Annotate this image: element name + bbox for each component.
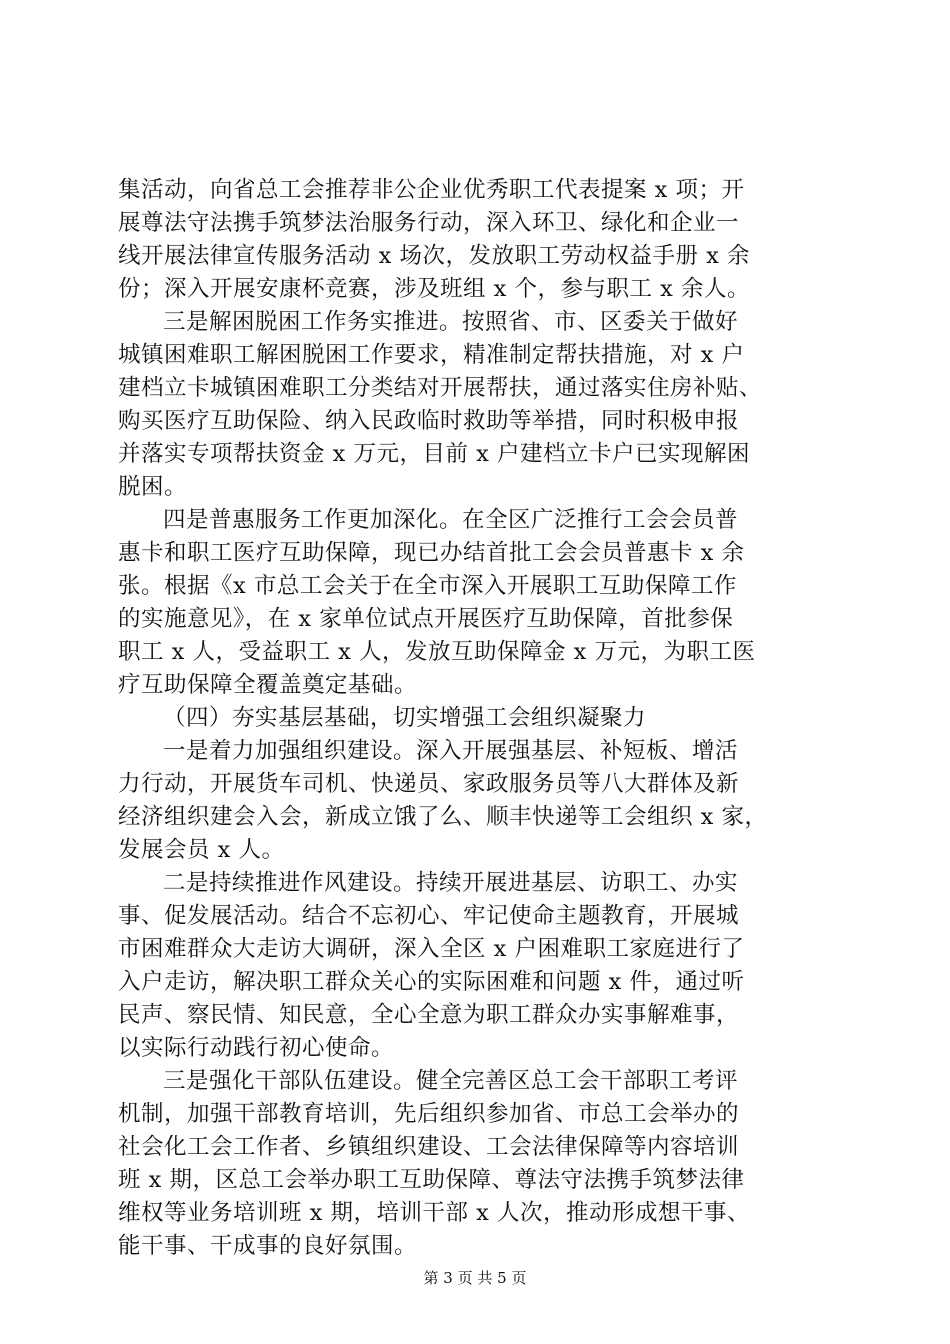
text-line: 一是着力加强组织建设。深入开展强基层、补短板、增活 xyxy=(163,738,739,764)
text-line: 线开展法律宣传服务活动 x 场次，发放职工劳动权益手册 x 余 xyxy=(118,243,750,269)
text-line: 疗互助保障全覆盖奠定基础。 xyxy=(118,672,418,698)
text-line: 份；深入开展安康杯竞赛，涉及班组 x 个，参与职工 x 余人。 xyxy=(118,276,750,302)
text-line: 张。根据《x 市总工会关于在全市深入开展职工互助保障工作 xyxy=(118,573,737,599)
text-line: 惠卡和职工医疗互助保障，现已办结首批工会会员普惠卡 x 余 xyxy=(118,540,745,566)
text-line: 四是普惠服务工作更加深化。在全区广泛推行工会会员普 xyxy=(163,507,739,533)
text-line: 机制，加强干部教育培训，先后组织参加省、市总工会举办的 xyxy=(118,1101,740,1127)
text-line: 发展会员 x 人。 xyxy=(118,837,285,863)
text-line: 班 x 期，区总工会举办职工互助保障、尊法守法携手筑梦法律 xyxy=(118,1167,745,1193)
text-line: 二是持续推进作风建设。持续开展进基层、访职工、办实 xyxy=(163,870,739,896)
text-line: 并落实专项帮扶资金 x 万元，目前 x 户建档立卡户已实现解困 xyxy=(118,441,750,467)
text-line: 三是解困脱困工作务实推进。按照省、市、区委关于做好 xyxy=(163,309,739,335)
body-text xyxy=(118,174,838,1263)
text-line: 城镇困难职工解困脱困工作要求，精准制定帮扶措施，对 x 户 xyxy=(118,342,745,368)
text-line: 建档立卡城镇困难职工分类结对开展帮扶，通过落实住房补贴、 xyxy=(118,375,763,401)
page-footer: 第 3 页 共 5 页 xyxy=(423,1269,527,1287)
text-line: 维权等业务培训班 x 期，培训干部 x 人次，推动形成想干事、 xyxy=(118,1200,750,1226)
text-line: 经济组织建会入会，新成立饿了么、顺丰快递等工会组织 x 家， xyxy=(118,804,768,830)
text-line: 力行动，开展货车司机、快递员、家政服务员等八大群体及新 xyxy=(118,771,740,797)
text-line: 脱困。 xyxy=(118,474,188,500)
text-line: 以实际行动践行初心使命。 xyxy=(118,1035,395,1061)
text-line: 市困难群众大走访大调研，深入全区 x 户困难职工家庭进行了 xyxy=(118,936,745,962)
text-line: （四）夯实基层基础，切实增强工会组织凝聚力 xyxy=(163,705,647,731)
text-line: 民声、察民情、知民意，全心全意为职工群众办实事解难事， xyxy=(118,1002,740,1028)
text-line: 事、促发展活动。结合不忘初心、牢记使命主题教育，开展城 xyxy=(118,903,740,929)
text-line: 展尊法守法携手筑梦法治服务行动，深入环卫、绿化和企业一 xyxy=(118,210,740,236)
text-line: 购买医疗互助保险、纳入民政临时救助等举措，同时积极申报 xyxy=(118,408,740,434)
text-line: 集活动，向省总工会推荐非公企业优秀职工代表提案 x 项；开 xyxy=(118,177,745,203)
text-line: 能干事、干成事的良好氛围。 xyxy=(118,1233,418,1259)
text-line: 社会化工会工作者、乡镇组织建设、工会法律保障等内容培训 xyxy=(118,1134,740,1160)
text-line: 的实施意见》，在 x 家单位试点开展医疗互助保障，首批参保 xyxy=(118,606,734,632)
text-line: 三是强化干部队伍建设。健全完善区总工会干部职工考评 xyxy=(163,1068,739,1094)
text-line: 职工 x 人，受益职工 x 人，发放互助保障金 x 万元，为职工医 xyxy=(118,639,756,665)
text-line: 入户走访，解决职工群众关心的实际困难和问题 x 件，通过听 xyxy=(118,969,745,995)
